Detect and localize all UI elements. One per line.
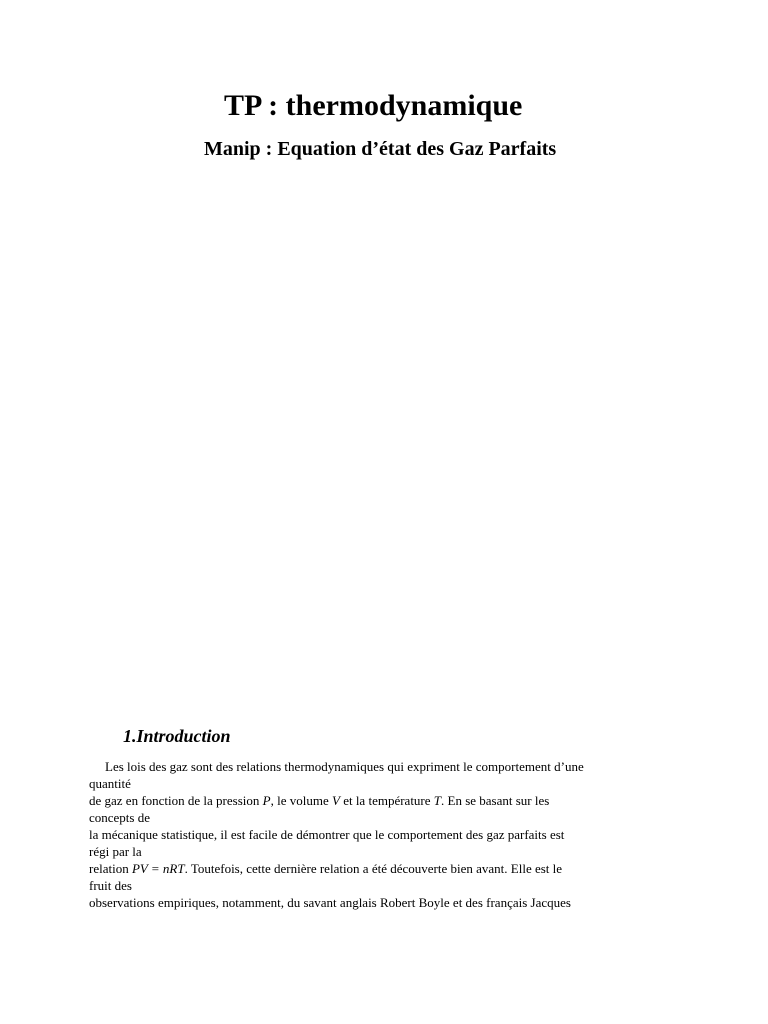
paragraph-line: fruit des	[89, 878, 132, 893]
text-fragment: . En se basant sur les	[441, 793, 550, 808]
variable-volume: V	[331, 793, 340, 808]
ideal-gas-equation: PV = nRT	[131, 861, 185, 876]
paragraph-line: la mécanique statistique, il est facile de démontrer que le comportement des gaz parfaits est	[89, 827, 565, 842]
text-fragment: de gaz en fonction de la pression	[89, 793, 263, 808]
variable-temperature: T	[433, 793, 442, 808]
paragraph-line: quantité	[89, 776, 131, 791]
paragraph-line	[89, 792, 689, 809]
paragraph-line: régi par la	[89, 844, 142, 859]
section-heading-introduction: 1.Introduction	[123, 726, 231, 746]
paragraph-line: observations empiriques, notamment, du savant anglais Robert Boyle et des français Jacques	[89, 895, 571, 910]
text-fragment: et la température	[339, 793, 434, 808]
paragraph-line	[89, 860, 689, 877]
paragraph-line: Les lois des gaz sont des relations thermodynamiques qui expriment le comportement d’une	[105, 759, 584, 774]
text-fragment: relation	[89, 861, 132, 876]
document-title: TP : thermodynamique	[224, 89, 523, 122]
introduction-paragraph	[89, 758, 689, 911]
text-fragment: , le volume	[270, 793, 332, 808]
document-subtitle: Manip : Equation d’état des Gaz Parfaits	[204, 138, 557, 160]
text-fragment: . Toutefois, cette dernière relation a été découverte bien avant. Elle est le	[184, 861, 563, 876]
paragraph-line: concepts de	[89, 810, 151, 825]
variable-pressure: P	[262, 793, 271, 808]
